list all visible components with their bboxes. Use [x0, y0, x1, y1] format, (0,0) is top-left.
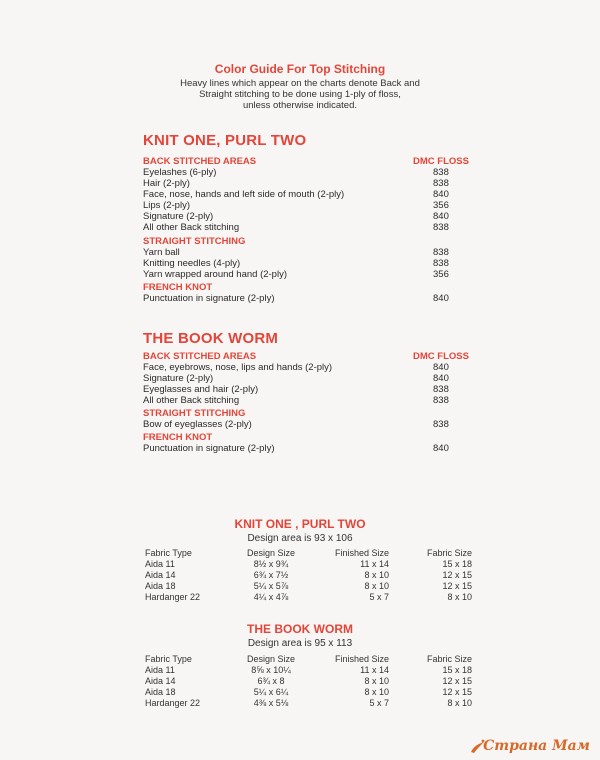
stitch-row	[143, 189, 463, 200]
size-table	[0, 654, 600, 714]
table-cell: 8⅝ x 10¼	[251, 665, 291, 675]
stitch-label: Punctuation in signature (2-ply)	[143, 443, 275, 454]
group-heading: BACK STITCHED AREAS	[143, 351, 257, 362]
stitch-label: Yarn ball	[143, 247, 180, 258]
column-header: Finished Size	[334, 548, 389, 558]
section-title: THE BOOK WORM	[143, 330, 279, 347]
table-cell: Hardanger 22	[145, 698, 201, 708]
floss-value: 838	[433, 395, 449, 406]
stitch-label: Face, eyebrows, nose, lips and hands (2-ply)	[143, 362, 333, 373]
table-cell: 5 x 7	[369, 592, 389, 602]
table-cell: 8 x 10	[364, 676, 389, 686]
table-cell: Aida 14	[145, 676, 176, 686]
stitch-row	[143, 247, 463, 258]
table-row	[0, 687, 600, 698]
stitch-label: Eyeglasses and hair (2-ply)	[143, 384, 259, 395]
stitch-row	[143, 200, 463, 211]
floss-value: 838	[433, 222, 449, 233]
dmc-floss-header: DMC FLOSS	[413, 156, 469, 167]
table-cell: 8 x 10	[447, 592, 472, 602]
stitch-row	[143, 211, 463, 222]
stitch-row	[143, 384, 463, 395]
dmc-floss-header: DMC FLOSS	[413, 351, 469, 362]
stitch-label: Bow of eyeglasses (2-ply)	[143, 419, 252, 430]
stitch-list	[143, 293, 463, 304]
table-row	[0, 570, 600, 581]
stitch-row	[143, 269, 463, 280]
stitch-label: Signature (2-ply)	[143, 211, 214, 222]
size-table-title: KNIT ONE , PURL TWO	[234, 517, 366, 531]
group-heading: STRAIGHT STITCHING	[143, 408, 246, 419]
stitch-label: Punctuation in signature (2-ply)	[143, 293, 275, 304]
stitch-label: Lips (2-ply)	[143, 200, 190, 211]
group-heading: FRENCH KNOT	[143, 432, 213, 443]
stitch-row	[143, 443, 463, 454]
floss-value: 356	[433, 200, 449, 211]
stitch-list	[143, 247, 463, 280]
group-heading: FRENCH KNOT	[143, 282, 213, 293]
table-cell: 4¼ x 4⅞	[253, 592, 289, 602]
stitch-label: Signature (2-ply)	[143, 373, 214, 384]
floss-value: 840	[433, 189, 449, 200]
size-table	[0, 548, 600, 608]
section-title: KNIT ONE, PURL TWO	[143, 132, 307, 149]
stitch-row	[143, 395, 463, 406]
table-cell: Aida 11	[145, 559, 175, 569]
table-cell: Aida 11	[145, 665, 175, 675]
table-cell: Hardanger 22	[145, 592, 201, 602]
stitch-label: Yarn wrapped around hand (2-ply)	[143, 269, 287, 280]
stitch-row	[143, 258, 463, 269]
table-cell: 6¾ x 8	[257, 676, 285, 686]
table-cell: 8 x 10	[364, 570, 389, 580]
floss-value: 838	[433, 384, 449, 395]
floss-value: 838	[433, 178, 449, 189]
table-cell: 6¾ x 7½	[253, 570, 289, 580]
stitch-row	[143, 362, 463, 373]
note-line: unless otherwise indicated.	[242, 100, 358, 111]
table-header-row	[0, 548, 600, 559]
floss-value: 838	[433, 167, 449, 178]
table-cell: 15 x 18	[442, 665, 472, 675]
stitch-label: Knitting needles (4-ply)	[143, 258, 241, 269]
color-guide-title: Color Guide For Top Stitching	[214, 62, 386, 76]
floss-value: 356	[433, 269, 449, 280]
floss-value: 838	[433, 419, 449, 430]
design-area: Design area is 95 x 113	[247, 638, 353, 649]
table-cell: 11 x 14	[360, 665, 389, 675]
table-cell: 5¼ x 5⅞	[253, 581, 289, 591]
table-row	[0, 581, 600, 592]
table-cell: 8 x 10	[447, 698, 472, 708]
table-cell: 12 x 15	[442, 687, 472, 697]
size-table-title: THE BOOK WORM	[247, 622, 353, 636]
design-area: Design area is 93 x 106	[247, 533, 353, 544]
stitch-label: All other Back stitching	[143, 222, 240, 233]
watermark-text: Страна Мам	[483, 738, 590, 754]
table-header-row	[0, 654, 600, 665]
stitch-row	[143, 373, 463, 384]
stitch-row	[143, 178, 463, 189]
group-heading: BACK STITCHED AREAS	[143, 156, 257, 167]
table-cell: 11 x 14	[360, 559, 389, 569]
note-line: Heavy lines which appear on the charts denote Back and	[180, 78, 420, 89]
stitch-row	[143, 167, 463, 178]
floss-value: 840	[433, 373, 449, 384]
floss-value: 840	[433, 211, 449, 222]
stitch-list	[143, 362, 463, 406]
column-header: Design Size	[247, 548, 296, 558]
table-cell: 8½ x 9¾	[253, 559, 289, 569]
stitch-label: Face, nose, hands and left side of mouth (2-ply)	[143, 189, 345, 200]
table-cell: Aida 18	[145, 581, 176, 591]
stitch-row	[143, 222, 463, 233]
stitch-row	[143, 419, 463, 430]
floss-value: 840	[433, 293, 449, 304]
column-header: Fabric Size	[426, 548, 472, 558]
table-cell: 8 x 10	[364, 687, 389, 697]
table-cell: 12 x 15	[442, 581, 472, 591]
color-guide-note	[0, 78, 600, 111]
table-cell: 12 x 15	[442, 570, 472, 580]
table-cell: 5¼ x 6¼	[253, 687, 289, 697]
floss-value: 838	[433, 258, 449, 269]
table-cell: 12 x 15	[442, 676, 472, 686]
column-header: Fabric Type	[145, 654, 192, 664]
table-cell: 5 x 7	[369, 698, 389, 708]
column-header: Fabric Type	[145, 548, 192, 558]
group-heading: STRAIGHT STITCHING	[143, 236, 246, 247]
table-row	[0, 559, 600, 570]
table-cell: 15 x 18	[442, 559, 472, 569]
table-cell: Aida 14	[145, 570, 176, 580]
floss-value: 840	[433, 362, 449, 373]
column-header: Fabric Size	[426, 654, 472, 664]
floss-value: 840	[433, 443, 449, 454]
floss-value: 838	[433, 247, 449, 258]
stitch-row	[143, 293, 463, 304]
table-row	[0, 676, 600, 687]
table-row	[0, 592, 600, 603]
column-header: Design Size	[247, 654, 296, 664]
stitch-list	[143, 443, 463, 454]
stitch-label: All other Back stitching	[143, 395, 240, 406]
stitch-list	[143, 419, 463, 430]
table-cell: Aida 18	[145, 687, 176, 697]
stitch-label: Eyelashes (6-ply)	[143, 167, 217, 178]
table-row	[0, 665, 600, 676]
stitch-list	[143, 167, 463, 233]
note-line: Straight stitching to be done using 1-ply of floss,	[199, 89, 401, 100]
stitch-label: Hair (2-ply)	[143, 178, 190, 189]
table-cell: 4⅜ x 5⅛	[253, 698, 289, 708]
column-header: Finished Size	[334, 654, 389, 664]
table-cell: 8 x 10	[364, 581, 389, 591]
table-row	[0, 698, 600, 709]
